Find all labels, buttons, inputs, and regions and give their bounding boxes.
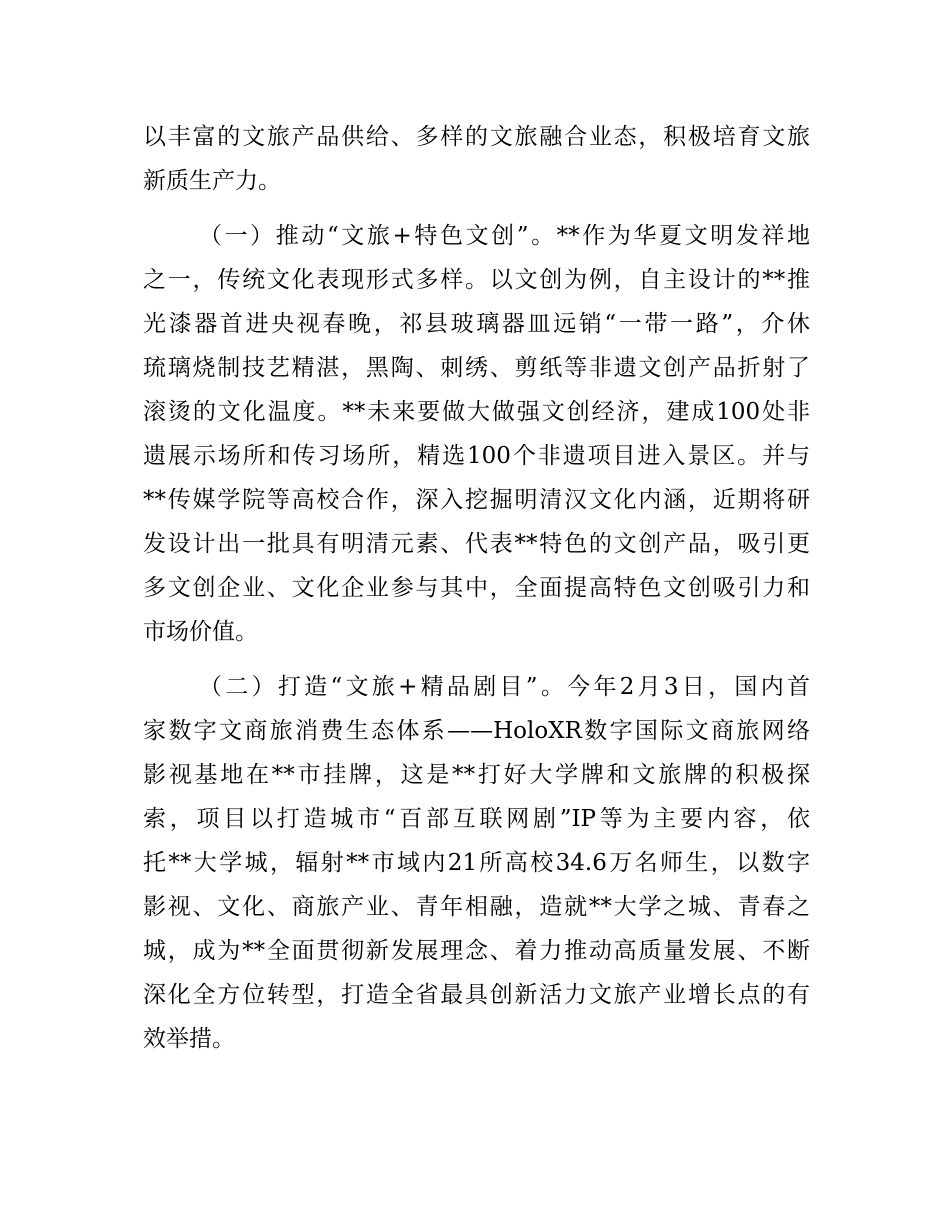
paragraph-2-line-7: **传媒学院等高校合作，深入挖掘明清汉文化内涵，近期将研	[143, 487, 810, 513]
paragraph-1-line-2: 新质生产力。	[143, 168, 281, 194]
paragraph-3-line-9: 效举措。	[143, 1026, 235, 1052]
paragraph-3-line-7: 城，成为**全面贯彻新发展理念、着力推动高质量发展、不断	[143, 938, 810, 964]
paragraph-2-line-3: 光漆器首进央视春晚，祁县玻璃器皿远销“一带一路”，介休	[143, 311, 810, 337]
paragraph-2-line-4: 琉璃烧制技艺精湛，黑陶、刺绣、剪纸等非遗文创产品折射了	[143, 355, 810, 381]
paragraph-2-line-1: （一）推动“文旅+特色文创”。**作为华夏文明发祥地	[199, 223, 810, 249]
paragraph-3-line-5: 托**大学城，辐射**市域内21所高校34.6万名师生，以数字	[143, 850, 810, 876]
paragraph-2-line-9: 多文创企业、文化企业参与其中，全面提高特色文创吸引力和	[143, 575, 810, 601]
paragraph-2-line-10: 市场价值。	[143, 619, 258, 645]
paragraph-2-line-8: 发设计出一批具有明清元素、代表**特色的文创产品，吸引更	[143, 531, 810, 557]
paragraph-3-line-8: 深化全方位转型，打造全省最具创新活力文旅产业增长点的有	[143, 982, 810, 1008]
paragraph-3-line-1: （二）打造“文旅+精品剧目”。今年2月3日，国内首	[199, 674, 810, 700]
paragraph-2-line-6: 遗展示场所和传习场所，精选100个非遗项目进入景区。并与	[143, 443, 810, 469]
paragraph-3-line-4: 索，项目以打造城市“百部互联网剧”IP等为主要内容，依	[143, 806, 810, 832]
paragraph-2-line-5: 滚烫的文化温度。**未来要做大做强文创经济，建成100处非	[143, 399, 810, 425]
paragraph-2-line-2: 之一，传统文化表现形式多样。以文创为例，自主设计的**推	[143, 267, 810, 293]
paragraph-3-line-6: 影视、文化、商旅产业、青年相融，造就**大学之城、青春之	[143, 894, 810, 920]
paragraph-3-line-2: 家数字文商旅消费生态体系——HoloXR数字国际文商旅网络	[143, 718, 810, 744]
paragraph-1-line-1: 以丰富的文旅产品供给、多样的文旅融合业态，积极培育文旅	[143, 124, 810, 150]
paragraph-3-line-3: 影视基地在**市挂牌，这是**打好大学牌和文旅牌的积极探	[143, 762, 810, 788]
